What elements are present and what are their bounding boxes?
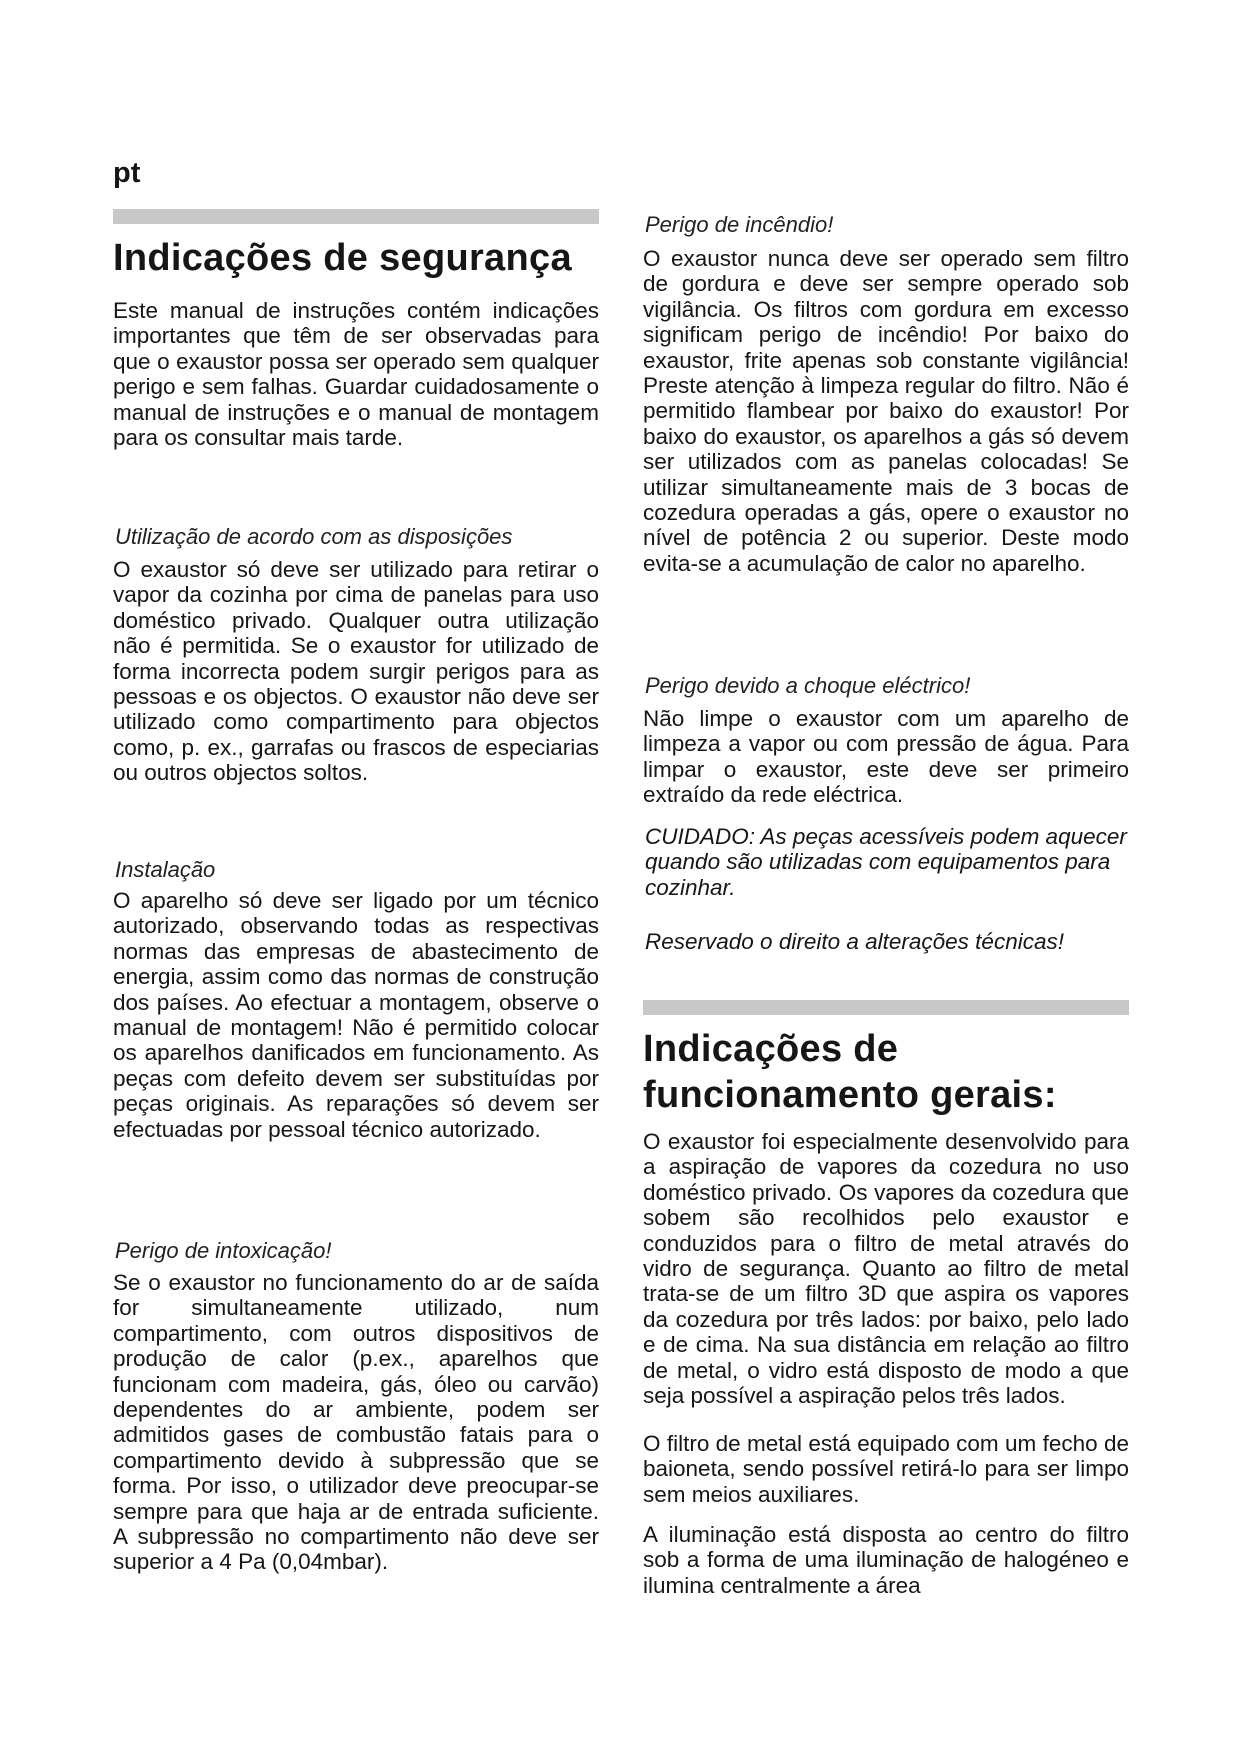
- installation-heading: Instalação: [115, 857, 216, 882]
- intoxication-text: Se o exaustor no funcionamento do ar de saída for simultaneamente utilizado, num compartimento, com outros dispositivos de produção de calor (p.ex., aparelhos que funcionam com madeira, gás, óleo ou carvão) dependentes do ar ambiente, podem ser admitidos gases de combustão fatais para o compartimento devido à subpressão que se forma. Por isso, o utilizador deve preocupar-se sempre para que haja ar de entrada suficiente. A subpressão no compartimento não deve ser superior a 4 Pa (0,04mbar).: [113, 1270, 599, 1575]
- fire-heading: Perigo de incêndio!: [645, 212, 834, 237]
- caution-note: CUIDADO: As peças acessíveis podem aquecer quando são utilizadas com equipamentos para cozinhar.: [645, 824, 1127, 900]
- section-divider-bar: [113, 209, 599, 224]
- safety-title: Indicações de segurança: [113, 237, 572, 279]
- electric-shock-heading: Perigo devido a choque eléctrico!: [645, 673, 971, 698]
- installation-text: O aparelho só deve ser ligado por um técnico autorizado, observando todas as respectivas normas das empresas de abastecimento de energia, assim como das normas de construção dos países. Ao efectuar a montagem, observe o manual de montagem! Não é permitido colocar os aparelhos danificados em funcionamento. As peças com defeito devem ser substituídas por peças originais. As reparações só devem ser efectuadas por pessoal técnico autorizado.: [113, 888, 599, 1142]
- reserved-rights-note: Reservado o direito a alterações técnicas!: [645, 929, 1064, 954]
- general-para-1: O exaustor foi especialmente desenvolvido para a aspiração de vapores da cozedura no uso doméstico privado. Os vapores da cozedura que sobem são recolhidos pelo exaustor e conduzidos para o filtro de metal através do vidro de segurança. Quanto ao filtro de metal trata-se de um filtro 3D que aspira os vapores da cozedura por três lados: por baixo, pelo lado e de cima. Na sua distância em relação ao filtro de metal, o vidro está disposto de modo a que seja possível a aspiração pelos três lados.: [643, 1129, 1129, 1409]
- general-title-line1: Indicações de: [643, 1028, 899, 1070]
- language-code: pt: [113, 157, 141, 189]
- general-para-3: A iluminação está disposta ao centro do filtro sob a forma de uma iluminação de halogéneo e ilumina centralmente a área: [643, 1522, 1129, 1598]
- general-title-line2: funcionamento gerais:: [643, 1074, 1057, 1116]
- safety-intro: Este manual de instruções contém indicações importantes que têm de ser observadas para que o exaustor possa ser operado sem qualquer perigo e sem falhas. Guardar cuidadosamente o manual de instruções e o manual de montagem para os consultar mais tarde.: [113, 298, 599, 451]
- section-divider-bar: [643, 1000, 1129, 1015]
- general-para-2: O filtro de metal está equipado com um fecho de baioneta, sendo possível retirá-lo para ser limpo sem meios auxiliares.: [643, 1431, 1129, 1507]
- intoxication-heading: Perigo de intoxicação!: [115, 1238, 332, 1263]
- fire-text: O exaustor nunca deve ser operado sem filtro de gordura e deve ser sempre operado sob vigilância. Os filtros com gordura em excesso significam perigo de incêndio! Por baixo do exaustor, frite apenas sob constante vigilância! Preste atenção à limpeza regular do filtro. Não é permitido flambear por baixo do exaustor! Por baixo do exaustor, os aparelhos a gás só devem ser utilizados com as panelas colocadas! Se utilizar simultaneamente mais de 3 bocas de cozedura operadas a gás, opere o exaustor no nível de potência 2 ou superior. Deste modo evita-se a acumulação de calor no aparelho.: [643, 246, 1129, 576]
- usage-heading: Utilização de acordo com as disposições: [115, 524, 513, 549]
- electric-shock-text: Não limpe o exaustor com um aparelho de limpeza a vapor ou com pressão de água. Para limpar o exaustor, este deve ser primeiro extraído da rede eléctrica.: [643, 706, 1129, 808]
- usage-text: O exaustor só deve ser utilizado para retirar o vapor da cozinha por cima de panelas para uso doméstico privado. Qualquer outra utilização não é permitida. Se o exaustor for utilizado de forma incorrecta podem surgir perigos para as pessoas e os objectos. O exaustor não deve ser utilizado como compartimento para objectos como, p. ex., garrafas ou frascos de especiarias ou outros objectos soltos.: [113, 557, 599, 786]
